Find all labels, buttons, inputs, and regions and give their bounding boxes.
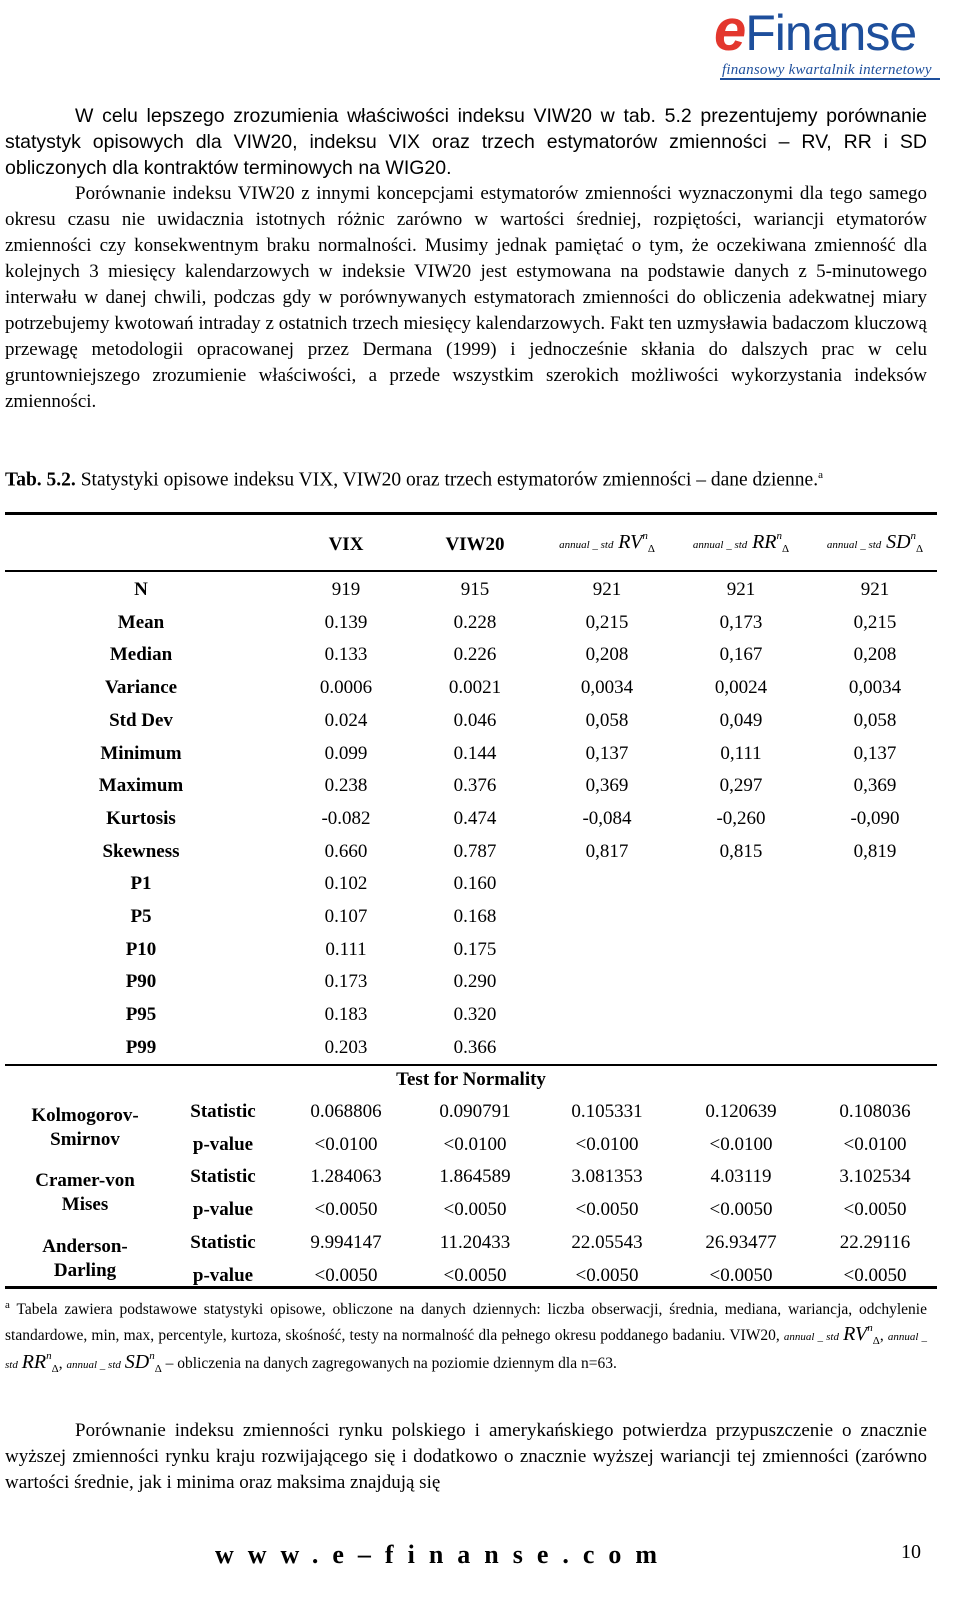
- intro-paragraph-text: W celu lepszego zrozumienia właściwości indeksu VIW20 w tab. 5.2 prezentujemy porównanie statystyk opisowych dla VIW20, indeksu VIX oraz trzech estymatorów zmienności – RV, RR i SD obliczonych dla kontraktów terminowych na WIG20.: [5, 105, 927, 179]
- row-value: 0,819: [853, 840, 897, 862]
- statistic-value: 0.120639: [705, 1101, 777, 1122]
- statistic-value: 22.29116: [839, 1231, 911, 1253]
- row-label: Variance: [104, 677, 178, 699]
- row-value: 0.107: [324, 906, 368, 927]
- pvalue-value: <0.0100: [443, 1133, 507, 1155]
- row-value: 0.139: [324, 611, 368, 633]
- comparison-paragraph: [5, 181, 927, 415]
- row-value: 0,0034: [848, 677, 902, 699]
- statistic-value: 26.93477: [705, 1231, 777, 1253]
- statistic-value: 0.108036: [839, 1101, 911, 1122]
- table-rule: [5, 570, 937, 572]
- table-caption: [5, 462, 927, 494]
- row-value: 0,369: [585, 775, 629, 797]
- logo-underline: [720, 78, 940, 80]
- statistic-value: 3.102534: [839, 1166, 911, 1188]
- row-value: 0.0021: [448, 677, 502, 699]
- row-label: N: [134, 579, 148, 600]
- row-value: 0.160: [453, 873, 497, 895]
- pvalue-value: <0.0050: [843, 1264, 907, 1286]
- statistic-label: Statistic: [190, 1101, 256, 1122]
- footnote-formula-rv: annual _ std $RV^n_\Delta$: [783, 1322, 880, 1348]
- row-value: 0,0024: [714, 677, 768, 699]
- statistic-label: Statistic: [190, 1166, 256, 1188]
- row-value: 921: [592, 579, 622, 600]
- pvalue-value: <0.0050: [443, 1264, 507, 1286]
- row-value: 0.024: [324, 709, 368, 731]
- statistic-value: 0.068806: [310, 1101, 382, 1122]
- row-value: 0.238: [324, 775, 368, 797]
- table-number: Tab. 5.2.: [5, 469, 76, 491]
- row-value: 915: [460, 579, 490, 600]
- row-value: 0.144: [453, 742, 497, 764]
- statistic-value: 11.20433: [439, 1231, 511, 1253]
- row-value: -0.082: [321, 807, 371, 829]
- table-rule: [5, 512, 937, 515]
- row-value: 0.376: [453, 775, 497, 797]
- header-sd-sup: n: [910, 530, 917, 542]
- row-value: 0.660: [324, 840, 368, 862]
- comparison-paragraph-text: Porównanie indeksu VIW20 z innymi koncepcjami estymatorów zmienności wyznaczonymi dla tego samego okresu czasu nie uwidacznia istotnych różnic zarówno w wartości średniej, rozpiętości, wariancji etymatorów zmienności czy konsekwentnym braku normalności. Musimy jednak pamiętać o tym, że oczekiwana zmienność dla kolejnych 3 miesięcy kalendarzowych w indeksie VIW20 jest estymowana na podstawie danych z 5-minutowego interwału w danej chwili, podczas gdy w porównywanych estymatorach zmienności do obliczenia adekwatnej miary potrzebujemy kwotowań intraday z ostatnich trzech miesięcy kalendarzowych. Fakt ten uzmysławia badaczom kluczową przewagę metodologii opracowanej przez Dermana (1999) i jednocześnie skłania do dalszych prac w celu gruntowniejszego zrozumienie właściwości, a przede wszystkim szerokich możliwości wykorzystania indeksów zmienności.: [5, 183, 927, 412]
- row-value: 0.787: [453, 840, 497, 862]
- test-name: Smirnov: [50, 1129, 120, 1150]
- row-value: 0.226: [453, 644, 497, 666]
- closing-paragraph: [5, 1418, 927, 1496]
- pvalue-value: <0.0050: [575, 1264, 639, 1286]
- row-label: P1: [130, 873, 152, 895]
- closing-paragraph-text: Porównanie indeksu zmienności rynku polskiego i amerykańskiego potwierdza przypuszczenie o znacznie wyższej zmienności rynku kraju rozwijającego się i dodatkowo o znacznie wyższej wariancji tej zmienności (zarówno wartości średnie, jak i minima oraz maksima znajdują się: [5, 1420, 927, 1493]
- table-title: Statystyki opisowe indeksu VIX, VIW20 oraz trzech estymatorów zmienności – dane dzienne.: [75, 469, 819, 491]
- row-label: P10: [125, 938, 157, 960]
- row-label: Std Dev: [109, 709, 173, 731]
- pvalue-value: <0.0050: [443, 1199, 507, 1221]
- row-value: 0.173: [324, 971, 368, 993]
- row-label: Mean: [117, 611, 165, 633]
- test-name: Anderson-: [42, 1235, 128, 1257]
- statistic-value: 0.090791: [439, 1101, 511, 1122]
- pvalue-value: <0.0050: [709, 1264, 773, 1286]
- row-value: 0,297: [719, 775, 763, 797]
- row-value: 921: [860, 579, 890, 600]
- table-rule: [5, 1286, 937, 1289]
- pvalue-value: <0.0050: [314, 1199, 378, 1221]
- row-value: 0.133: [324, 644, 368, 666]
- row-value: 0.228: [453, 611, 497, 633]
- row-label: Minimum: [100, 742, 182, 764]
- test-name: Kolmogorov-: [31, 1105, 139, 1126]
- logo-finanse: Finanse: [745, 5, 917, 61]
- table-rule: [5, 1064, 937, 1066]
- row-label: P5: [130, 906, 152, 927]
- footnote-text-1: Tabela zawiera podstawowe statystyki opisowe, obliczone na danych dziennych: liczba obserwacji, średnia, mediana, wariancja, odchylenie standardowe, min, max, percentyle, kurtoza, skośność, testy na normalność dla pełnego okresu poddanego badaniu. VIW20,: [5, 1301, 927, 1345]
- header-rr-delta: Δ: [782, 543, 790, 555]
- test-name: Mises: [61, 1194, 109, 1216]
- pvalue-value: <0.0100: [575, 1133, 639, 1155]
- row-label: Skewness: [102, 840, 180, 862]
- row-value: 0,215: [585, 611, 629, 633]
- row-value: 0,137: [853, 742, 897, 764]
- pvalue-label: p-value: [192, 1264, 254, 1286]
- row-value: 0,208: [853, 644, 897, 666]
- row-value: 0.183: [324, 1004, 368, 1026]
- row-value: 0,215: [853, 611, 897, 633]
- efinanse-logo: [714, 0, 948, 84]
- statistic-value: 1.864589: [439, 1166, 511, 1188]
- row-label: Maximum: [98, 775, 184, 797]
- footnote-formula-sd: annual _ std $SD^n_\Delta$: [66, 1350, 162, 1376]
- header-rv-delta: Δ: [647, 543, 655, 555]
- row-value: 0.366: [453, 1036, 497, 1058]
- footer-url: www.e–finanse.com: [215, 1540, 672, 1569]
- header-viw20: VIW20: [445, 534, 505, 555]
- intro-paragraph: [5, 103, 927, 181]
- row-value: 0.203: [324, 1036, 368, 1058]
- row-value: 0,167: [719, 644, 763, 666]
- caption-footnote-mark: a: [818, 469, 823, 481]
- row-value: 0,137: [585, 742, 629, 764]
- statistic-label: Statistic: [190, 1231, 256, 1253]
- normality-title: Test for Normality: [396, 1069, 546, 1090]
- header-sd-delta: Δ: [916, 543, 924, 555]
- row-value: 0.0006: [319, 677, 373, 699]
- header-rv-sub: annual _ std: [559, 539, 614, 551]
- row-value: 0,058: [853, 709, 897, 731]
- header-rr-main: RR: [752, 531, 777, 553]
- pvalue-value: <0.0100: [709, 1133, 773, 1155]
- pvalue-value: <0.0100: [843, 1133, 907, 1155]
- header-rr-sub: annual _ std: [692, 539, 748, 551]
- pvalue-value: <0.0100: [314, 1133, 378, 1155]
- statistic-value: 0.105331: [571, 1101, 643, 1122]
- statistic-value: 4.03119: [710, 1166, 772, 1188]
- row-value: 0.474: [453, 807, 497, 829]
- row-value: 921: [726, 579, 756, 600]
- header-rv-sup: n: [642, 530, 648, 542]
- pvalue-value: <0.0050: [575, 1199, 639, 1221]
- logo-wordmark: [714, 0, 917, 63]
- pvalue-label: p-value: [192, 1199, 254, 1221]
- row-value: 0,208: [585, 644, 629, 666]
- row-value: -0,260: [716, 807, 766, 829]
- table-footnote: $^a$ Tabela zawiera podstawowe statystyki opisowe, obliczone na danych dziennych: liczba obserwacji, średnia, mediana, wariancja, odchylenie standardowe, min, max, percentyle, kurtoza, skośność, testy na normalność dla pełnego okresu poddanego badaniu. VIW20, annual _ std $RV^n_\Delta$, annual _ std $RR^n_\Delta$, annual _ std $SD^n_\Delta$ – obliczenia na danych zagregowanych na poziomie dziennym dla n=63.: [5, 1299, 928, 1376]
- row-value: 0,817: [585, 840, 629, 862]
- row-label: Median: [109, 644, 173, 666]
- pvalue-value: <0.0050: [314, 1264, 378, 1286]
- footnote-text-2: – obliczenia na danych zagregowanych na poziomie dziennym dla n=63.: [161, 1355, 617, 1373]
- row-value: 0.099: [324, 742, 368, 764]
- row-value: -0,084: [582, 807, 632, 829]
- header-sd: [805, 531, 945, 556]
- statistic-value: 1.284063: [310, 1166, 382, 1188]
- row-value: 0.290: [453, 971, 497, 993]
- row-label: P95: [125, 1004, 157, 1026]
- row-label: P99: [125, 1036, 157, 1058]
- row-value: 0,058: [585, 709, 629, 731]
- row-value: 0,111: [720, 742, 762, 764]
- row-value: 0.111: [325, 938, 367, 960]
- row-value: 0.320: [453, 1004, 497, 1026]
- row-value: 0,815: [719, 840, 763, 862]
- header-rr-sup: n: [776, 530, 782, 542]
- footnote-formula-rr: annual _ std $RR^n_\Delta$: [5, 1331, 928, 1376]
- header-vix: VIX: [328, 534, 364, 555]
- row-value: 0,0034: [580, 677, 634, 699]
- pvalue-value: <0.0050: [709, 1199, 773, 1221]
- row-value: 0,049: [719, 709, 763, 731]
- logo-letter-e: e: [714, 0, 746, 63]
- row-value: 0,369: [853, 775, 897, 797]
- row-value: -0,090: [850, 807, 900, 829]
- row-value: 0,173: [719, 611, 763, 633]
- row-value: 0.175: [453, 938, 497, 960]
- statistic-value: 22.05543: [571, 1231, 643, 1253]
- row-value: 919: [331, 579, 361, 600]
- row-value: 0.102: [324, 873, 368, 895]
- row-value: 0.046: [453, 709, 497, 731]
- header-rv-main: RV: [618, 531, 643, 553]
- row-label: P90: [125, 971, 157, 993]
- row-label: Kurtosis: [106, 807, 176, 829]
- statistic-value: 9.994147: [310, 1231, 382, 1253]
- row-value: 0.168: [453, 906, 497, 927]
- pvalue-value: <0.0050: [843, 1199, 907, 1221]
- logo-tagline: finansowy kwartalnik internetowy: [722, 62, 932, 78]
- header-rr: [671, 531, 811, 556]
- test-name: Darling: [53, 1259, 117, 1281]
- statistic-value: 3.081353: [571, 1166, 643, 1188]
- header-sd-main: SD: [886, 531, 911, 553]
- header-rv: [537, 531, 677, 556]
- test-name: Cramer-von: [35, 1170, 135, 1192]
- page-number: 10: [901, 1541, 921, 1563]
- pvalue-label: p-value: [192, 1133, 254, 1155]
- footnote-mark: a: [5, 1299, 10, 1311]
- header-sd-sub: annual _ std: [826, 539, 882, 551]
